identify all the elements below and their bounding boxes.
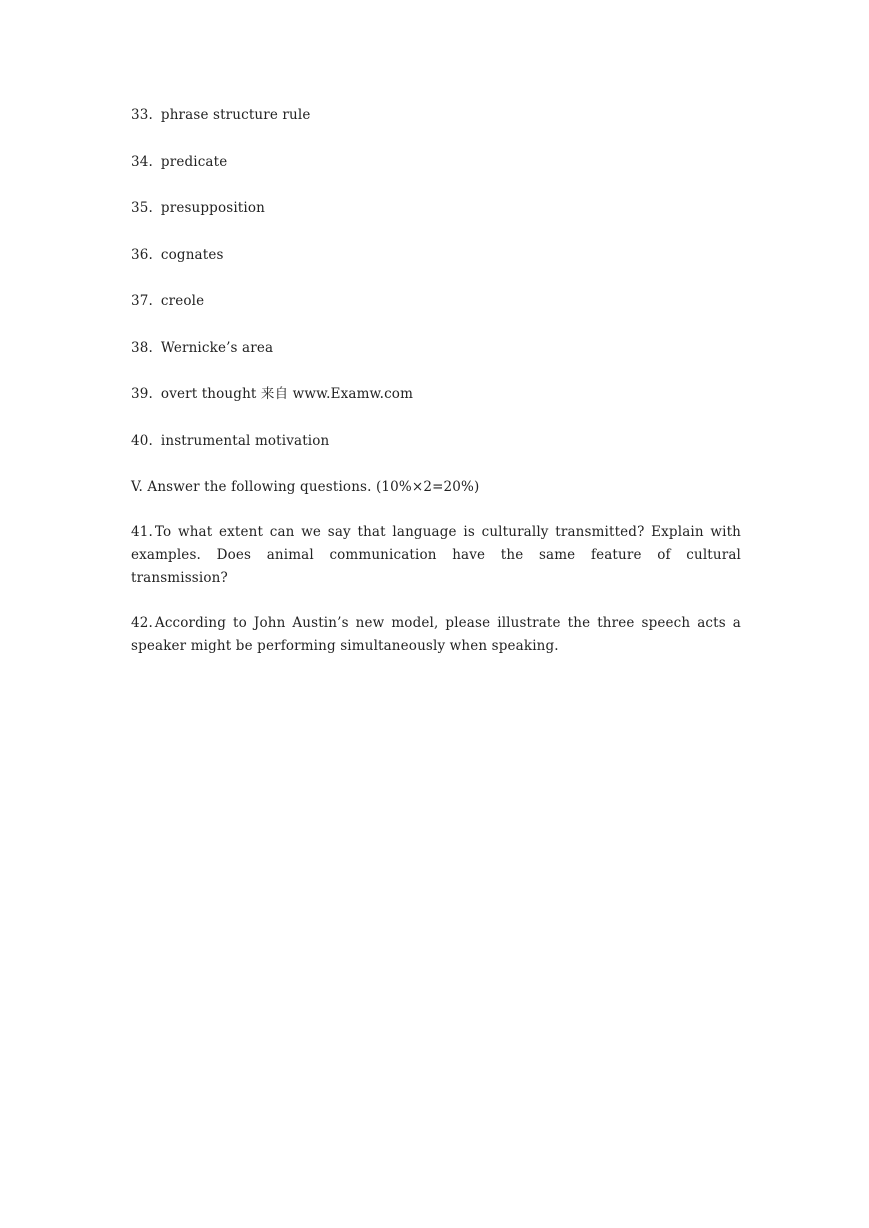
term-number: 40. xyxy=(131,432,153,449)
term-number: 36. xyxy=(131,246,153,263)
question-text: To what extent can we say that language is culturally transmitted? Explain with examples. Does animal communication have the same feature of cultural transmission? xyxy=(131,524,741,586)
term-item xyxy=(131,104,741,127)
document-body xyxy=(131,104,741,680)
question-number: 42. xyxy=(131,615,153,631)
term-item xyxy=(131,244,741,267)
term-number: 38. xyxy=(131,339,153,356)
term-number: 37. xyxy=(131,293,153,309)
question-number: 41. xyxy=(131,524,153,540)
question-item xyxy=(131,612,741,658)
term-item xyxy=(131,290,741,313)
question-text: According to John Austin’s new model, please illustrate the three speech acts a speaker might be performing simultaneously when speaking. xyxy=(131,615,741,654)
term-text: instrumental motivation xyxy=(160,432,330,449)
term-text: overt thought 来自 www.Examw.com xyxy=(160,386,414,402)
question-item xyxy=(131,521,741,590)
term-text: phrase structure rule xyxy=(160,107,311,123)
term-item xyxy=(131,151,741,174)
term-number: 39. xyxy=(131,386,153,402)
term-item xyxy=(131,430,741,453)
term-item xyxy=(131,197,741,220)
section-heading: V. Answer the following questions. (10%×2=20%) xyxy=(131,479,480,495)
term-number: 33. xyxy=(131,107,153,123)
term-item xyxy=(131,337,741,360)
term-item xyxy=(131,383,741,406)
term-text: creole xyxy=(160,293,205,309)
term-text: presupposition xyxy=(160,200,265,216)
term-text: Wernicke’s area xyxy=(160,339,274,356)
term-number: 34. xyxy=(131,153,153,170)
term-number: 35. xyxy=(131,200,153,216)
term-text: predicate xyxy=(160,153,228,170)
term-text: cognates xyxy=(160,246,224,263)
